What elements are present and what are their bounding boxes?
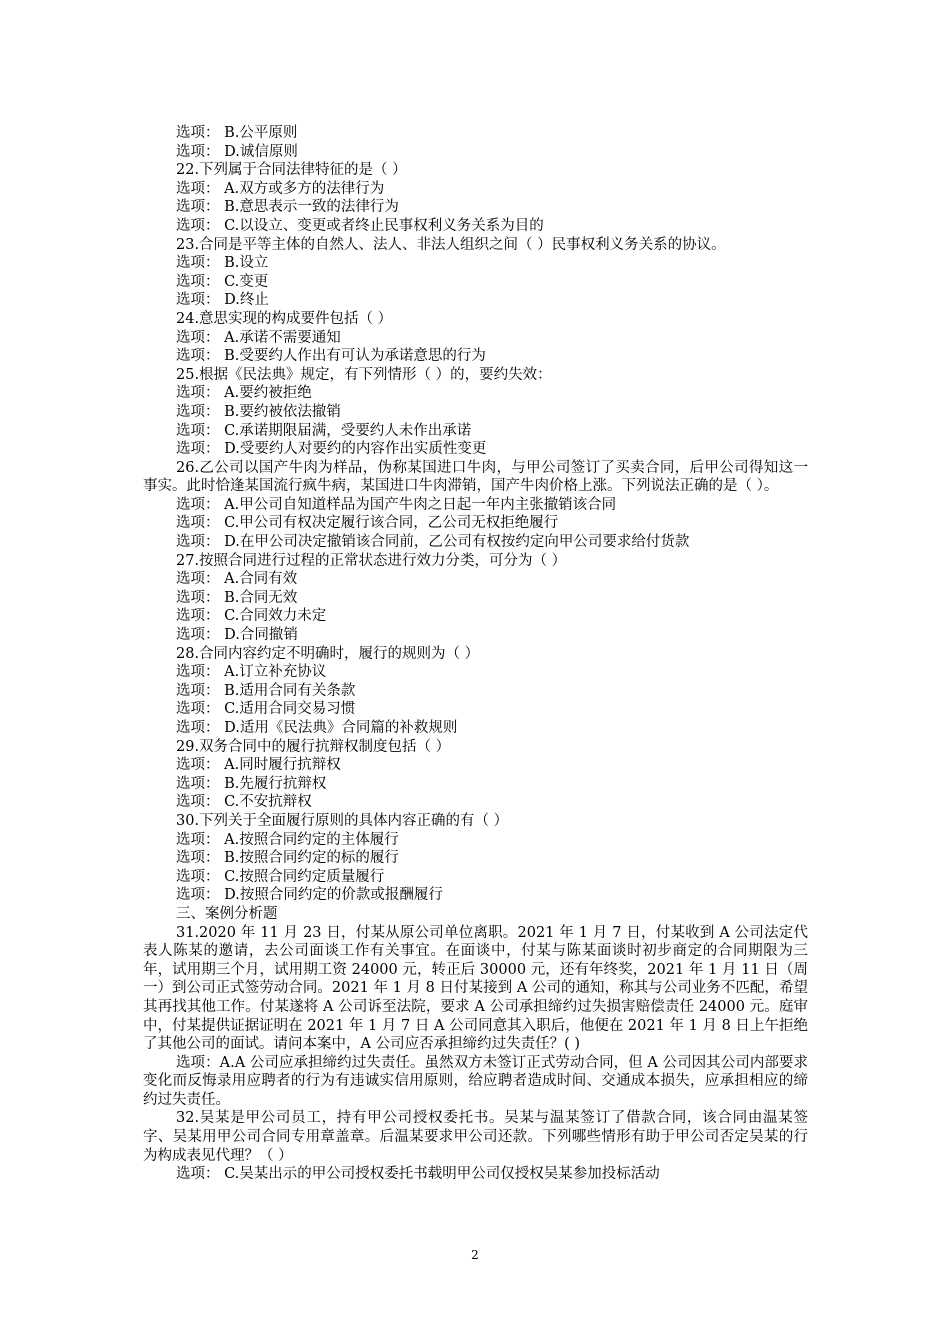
option-line: 选项： C.承诺期限届满，受要约人未作出承诺 [176, 422, 472, 439]
option-line: 选项： B.设立 [176, 255, 269, 272]
option-line: 选项： C.按照合同约定质量履行 [176, 868, 385, 885]
option-line: 选项： C.以设立、变更或者终止民事权利义务关系为目的 [176, 217, 544, 234]
option-line: 选项： C.吴某出示的甲公司授权委托书载明甲公司仅授权吴某参加投标活动 [176, 1166, 660, 1183]
option-line: 选项： A.按照合同约定的主体履行 [176, 831, 399, 848]
option-line: 选项： B.按照合同约定的标的履行 [176, 850, 399, 867]
option-line: 选项： D.受要约人对要约的内容作出实质性变更 [176, 441, 487, 458]
option-line: 选项： A.订立补充协议 [176, 664, 327, 681]
paragraph: 选项：A.A 公司应承担缔约过失责任。虽然双方未签订正式劳动合同，但 A 公司因其公司内部要求变化而反悔录用应聘者的行为有违诚实信用原则，给应聘者造成时间、交通成本损失，应承担相应的缔约过失责任。 [143, 1054, 808, 1108]
question-line: 29.双务合同中的履行抗辩权制度包括（ ） [176, 738, 451, 755]
question-line: 24.意思实现的构成要件包括（ ） [176, 310, 393, 327]
option-line: 选项： D.在甲公司决定撤销该合同前，乙公司有权按约定向甲公司要求给付货款 [176, 534, 690, 551]
question-line: 28.合同内容约定不明确时，履行的规则为（ ） [176, 645, 480, 662]
option-line: 选项： D.终止 [176, 292, 269, 309]
option-line: 选项： A.合同有效 [176, 571, 298, 588]
question-line: 三、案例分析题 [176, 905, 278, 922]
option-line: 选项： A.承诺不需要通知 [176, 329, 341, 346]
paragraph: 26.乙公司以国产牛肉为样品，伪称某国进口牛肉，与甲公司签订了买卖合同，后甲公司得知这一事实。此时恰逢某国流行疯牛病，某国进口牛肉滞销，国产牛肉价格上涨。下列说法正确的是（ ）。 [143, 459, 808, 495]
option-line: 选项： A.双方或多方的法律行为 [176, 180, 385, 197]
option-line: 选项： B.适用合同有关条款 [176, 682, 356, 699]
option-line: 选项： D.按照合同约定的价款或报酬履行 [176, 887, 443, 904]
option-line: 选项： A.要约被拒绝 [176, 385, 312, 402]
paragraph: 32.吴某是甲公司员工，持有甲公司授权委托书。吴某与温某签订了借款合同，该合同由温某签字、吴某用甲公司合同专用章盖章。后温某要求甲公司还款。下列哪些情形有助于甲公司否定吴某的行为构成表见代理？（ ） [143, 1110, 808, 1164]
option-line: 选项： B.受要约人作出有可认为承诺意思的行为 [176, 348, 486, 365]
option-line: 选项： C.不安抗辩权 [176, 794, 312, 811]
question-line: 23.合同是平等主体的自然人、法人、非法人组织之间（ ）民事权利义务关系的协议。 [176, 236, 726, 253]
option-line: 选项： B.要约被依法撤销 [176, 403, 341, 420]
option-line: 选项： D.诚信原则 [176, 143, 298, 160]
option-line: 选项： C.变更 [176, 273, 269, 290]
option-line: 选项： A.甲公司自知道样品为国产牛肉之日起一年内主张撤销该合同 [176, 496, 617, 513]
question-line: 30.下列关于全面履行原则的具体内容正确的有（ ） [176, 812, 509, 829]
option-line: 选项： C.合同效力未定 [176, 608, 327, 625]
document-body [143, 124, 808, 1184]
question-line: 25.根据《民法典》规定，有下列情形（ ）的，要约失效： [176, 366, 552, 383]
option-line: 选项： D.合同撤销 [176, 627, 298, 644]
page-number: 2 [471, 1248, 479, 1262]
question-line: 22.下列属于合同法律特征的是（ ） [176, 162, 407, 179]
option-line: 选项： C.适用合同交易习惯 [176, 701, 356, 718]
option-line: 选项： C.甲公司有权决定履行该合同，乙公司无权拒绝履行 [176, 515, 559, 532]
question-line: 27.按照合同进行过程的正常状态进行效力分类，可分为（ ） [176, 552, 567, 569]
option-line: 选项： B.意思表示一致的法律行为 [176, 199, 399, 216]
paragraph: 31.2020 年 11 月 23 日，付某从原公司单位离职。2021 年 1 月 7 日，付某收到 A 公司法定代表人陈某的邀请，去公司面谈工作有关事宜。在面谈中，付某与陈某面谈时初步商定的合同期限为三年，试用期三个月，试用期工资 24000 元，转正后 30000 元，还有年终奖，2021 年 1 月 11 日（周一）到公司正式签劳动合同。2021 年 1 月 8 日付某接到 A 公司的通知，称其与公司业务不匹配，希望其再找其他工作。付某遂将 A 公司诉至法院，要求 A 公司承担缔约过失损害赔偿责任 24000 元。庭审中，付某提供证据证明在 2021 年 1 月 7 日 A 公司同意其入职后，他便在 2021 年 1 月 8 日上午拒绝了其他公司的面试。请问本案中，A 公司应否承担缔约过失责任？( ) [143, 924, 808, 1053]
option-line: 选项： A.同时履行抗辩权 [176, 757, 341, 774]
option-line: 选项： B.先履行抗辩权 [176, 775, 327, 792]
option-line: 选项： B.公平原则 [176, 125, 298, 141]
option-line: 选项： D.适用《民法典》合同篇的补救规则 [176, 720, 458, 736]
option-line: 选项： B.合同无效 [176, 589, 298, 606]
